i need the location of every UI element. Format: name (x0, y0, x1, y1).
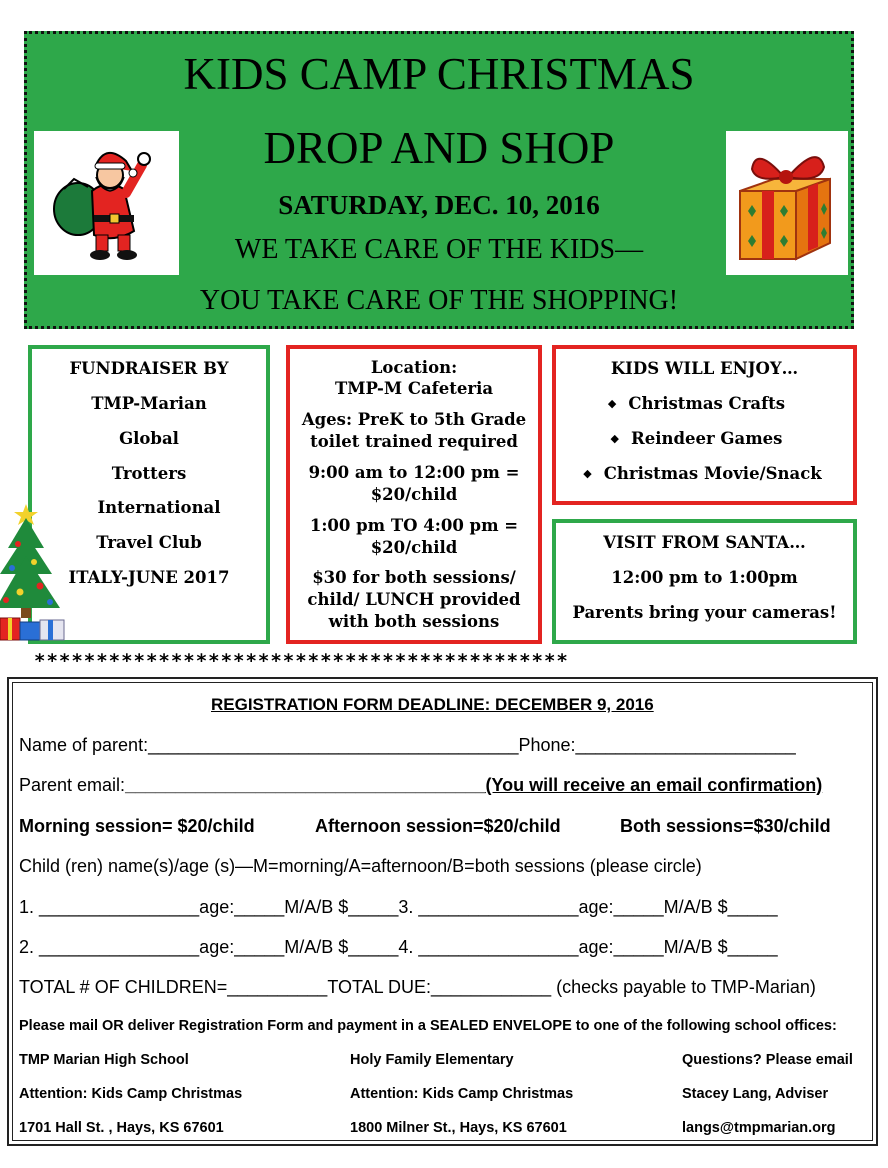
fundraiser-line: Trotters (111, 464, 187, 483)
title-banner (24, 31, 854, 329)
christmas-tree-illustration (0, 504, 70, 644)
fundraiser-line: ITALY-JUNE 2017 (68, 568, 230, 587)
parent-name-phone-field[interactable]: Name of parent:_____________________________________Phone:______________________ (19, 735, 796, 755)
children-instructions: Child (ren) name(s)/age (s)—M=morning/A=afternoon/B=both sessions (please circle) (19, 856, 702, 876)
fundraiser-line: TMP-Marian (91, 394, 207, 413)
form-heading: REGISTRATION FORM DEADLINE: DECEMBER 9, 2016 (211, 695, 654, 714)
both-sessions-line3: with both sessions (328, 612, 500, 631)
diamond-bullet-icon: ◆ (610, 432, 619, 445)
santa-visit-time: 12:00 pm to 1:00pm (611, 568, 798, 587)
fundraiser-line: Travel Club (96, 533, 202, 552)
child-row-1-3[interactable]: 1. ________________age:_____M/A/B $_____3. ________________age:_____M/A/B $_____ (19, 897, 778, 917)
both-sessions-price: Both sessions=$30/child (620, 816, 831, 836)
location-place: TMP-M Cafeteria (334, 379, 494, 398)
morning-session-price: $20/child (370, 485, 458, 504)
activity-item: ◆ Christmas Crafts (607, 394, 786, 413)
diamond-bullet-icon: ◆ (607, 397, 617, 410)
diamond-bullet-icon: ◆ (583, 467, 592, 480)
fundraiser-line: International (97, 498, 221, 517)
school1-address: 1701 Hall St. , Hays, KS 67601 (19, 1120, 224, 1136)
santa-visit-title: VISIT FROM SANTA… (603, 533, 806, 552)
event-date: SATURDAY, DEC. 10, 2016 (278, 190, 600, 220)
location-box (286, 345, 542, 644)
santa-visit-box (552, 519, 857, 644)
afternoon-session-time: 1:00 pm TO 4:00 pm = (309, 516, 519, 535)
totals-line[interactable]: TOTAL # OF CHILDREN=__________TOTAL DUE:____________ (checks payable to TMP-Marian) (19, 977, 816, 997)
fundraiser-title: FUNDRAISER BY (69, 359, 229, 378)
morning-session-price: Morning session= $20/child (19, 816, 255, 836)
both-sessions-line2: child/ LUNCH provided (307, 590, 521, 609)
contact-email-link[interactable]: langs@tmpmarian.org (682, 1120, 836, 1136)
school2-attention: Attention: Kids Camp Christmas (350, 1086, 574, 1102)
afternoon-session-price: Afternoon session=$20/child (315, 816, 561, 836)
activity-item: ◆ Christmas Movie/Snack (583, 464, 822, 483)
afternoon-session-price: $20/child (370, 538, 458, 557)
ages-line: Ages: PreK to 5th Grade (301, 410, 527, 429)
parent-email-field[interactable]: Parent email:____________________________________(You will receive an email confirmation) (19, 775, 823, 795)
contact-question: Questions? Please email (682, 1052, 853, 1068)
school2-name: Holy Family Elementary (350, 1052, 514, 1068)
banner-title-line1: KIDS CAMP CHRISTMAS (183, 49, 695, 99)
both-sessions-line1: $30 for both sessions/ (312, 568, 516, 587)
banner-tagline1: WE TAKE CARE OF THE KIDS— (234, 234, 644, 265)
school1-name: TMP Marian High School (19, 1052, 189, 1068)
location-title: Location: (370, 358, 458, 377)
santa-visit-note: Parents bring your cameras! (572, 603, 837, 622)
child-row-2-4[interactable]: 2. ________________age:_____M/A/B $_____4. ________________age:_____M/A/B $_____ (19, 937, 778, 957)
morning-session-time: 9:00 am to 12:00 pm = (308, 463, 520, 482)
contact-name: Stacey Lang, Adviser (682, 1086, 829, 1102)
ages-note: toilet trained required (310, 432, 518, 451)
star-divider: ******************************************* (34, 650, 569, 672)
santa-illustration (34, 131, 179, 275)
registration-form (7, 677, 878, 1146)
fundraiser-line: Global (119, 429, 179, 448)
gift-illustration (726, 131, 848, 275)
banner-tagline2: YOU TAKE CARE OF THE SHOPPING! (199, 285, 679, 316)
mail-instructions: Please mail OR deliver Registration Form and payment in a SEALED ENVELOPE to one of the following school offices: (19, 1018, 837, 1034)
activities-title: KIDS WILL ENJOY… (610, 359, 799, 378)
activities-box (552, 345, 857, 505)
school2-address: 1800 Milner St., Hays, KS 67601 (350, 1120, 567, 1136)
activity-item: ◆ Reindeer Games (610, 429, 783, 448)
banner-title-line2: DROP AND SHOP (263, 123, 615, 173)
school1-attention: Attention: Kids Camp Christmas (19, 1086, 243, 1102)
